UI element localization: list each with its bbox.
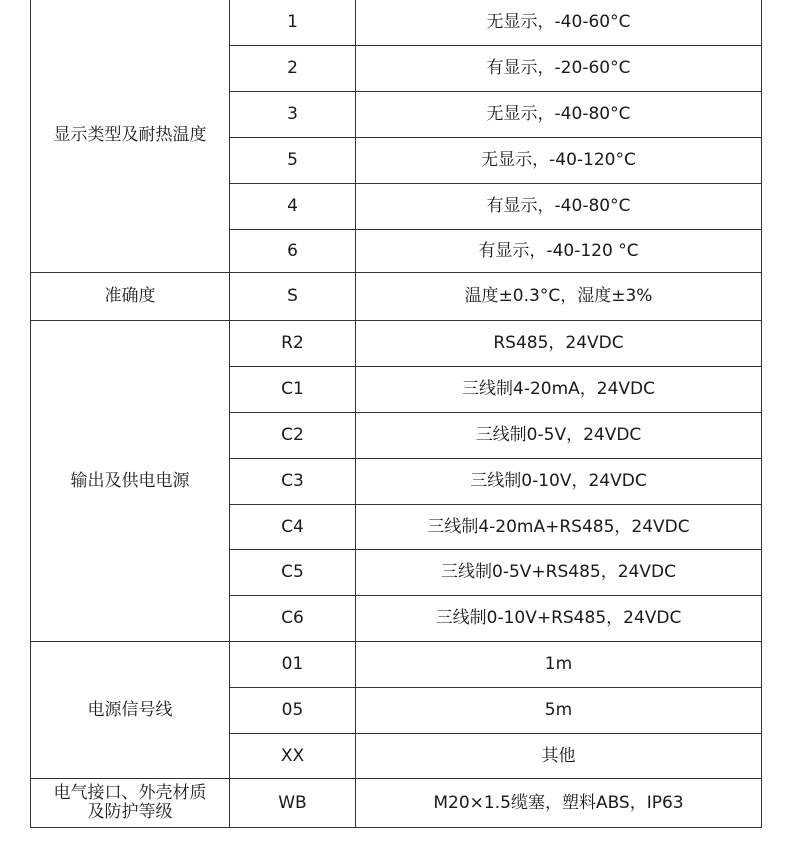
code-cell: C6 xyxy=(230,596,356,642)
desc-cell: 无显示，-40-120°C xyxy=(356,138,762,184)
code-cell: XX xyxy=(230,734,356,779)
code-cell: S xyxy=(230,273,356,321)
desc-cell: 无显示，-40-60°C xyxy=(356,0,762,46)
code-cell: 05 xyxy=(230,688,356,734)
category-line-1: 电气接口、外壳材质 xyxy=(53,783,207,804)
category-cell: 准确度 xyxy=(31,273,230,321)
desc-cell: 1m xyxy=(356,642,762,688)
code-cell: C5 xyxy=(230,550,356,596)
table-row xyxy=(31,0,762,46)
desc-cell: 三线制0-5V+RS485，24VDC xyxy=(356,550,762,596)
code-cell: C1 xyxy=(230,367,356,413)
code-cell: 01 xyxy=(230,642,356,688)
desc-cell: 有显示，-40-80°C xyxy=(356,184,762,230)
category-line-2: 及防护等级 xyxy=(87,802,173,822)
spec-table xyxy=(30,0,762,828)
desc-cell: 三线制0-10V+RS485，24VDC xyxy=(356,596,762,642)
table-row xyxy=(31,273,762,321)
code-cell: 2 xyxy=(230,46,356,92)
desc-cell: 5m xyxy=(356,688,762,734)
desc-cell: 三线制0-10V，24VDC xyxy=(356,459,762,505)
code-cell: 1 xyxy=(230,0,356,46)
code-cell: 6 xyxy=(230,230,356,273)
desc-cell: 三线制0-5V，24VDC xyxy=(356,413,762,459)
desc-cell: M20×1.5缆塞，塑料ABS，IP63 xyxy=(356,779,762,828)
desc-cell: 有显示，-40-120 °C xyxy=(356,230,762,273)
category-cell xyxy=(31,779,230,828)
code-cell: C3 xyxy=(230,459,356,505)
desc-cell: 无显示，-40-80°C xyxy=(356,92,762,138)
desc-cell: 有显示，-20-60°C xyxy=(356,46,762,92)
code-cell: 5 xyxy=(230,138,356,184)
code-cell: WB xyxy=(230,779,356,828)
table-row xyxy=(31,642,762,688)
code-cell: 3 xyxy=(230,92,356,138)
category-cell: 输出及供电电源 xyxy=(31,321,230,642)
category-cell: 显示类型及耐热温度 xyxy=(31,0,230,273)
desc-cell: 三线制4-20mA，24VDC xyxy=(356,367,762,413)
code-cell: R2 xyxy=(230,321,356,367)
desc-cell: 其他 xyxy=(356,734,762,779)
desc-cell: RS485，24VDC xyxy=(356,321,762,367)
desc-cell: 三线制4-20mA+RS485，24VDC xyxy=(356,505,762,550)
desc-cell: 温度±0.3°C，湿度±3% xyxy=(356,273,762,321)
code-cell: C4 xyxy=(230,505,356,550)
code-cell: 4 xyxy=(230,184,356,230)
table-row xyxy=(31,779,762,828)
code-cell: C2 xyxy=(230,413,356,459)
category-cell: 电源信号线 xyxy=(31,642,230,779)
table-row xyxy=(31,321,762,367)
